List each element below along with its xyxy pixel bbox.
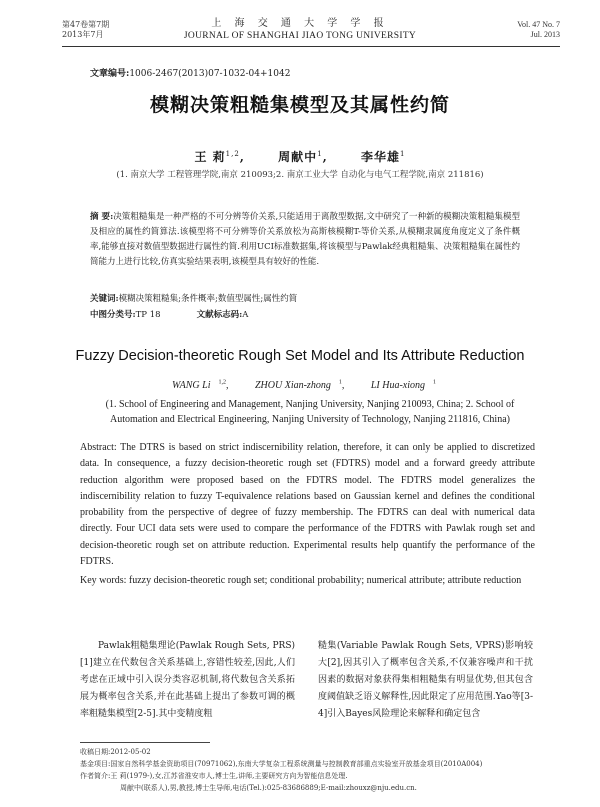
- footnote-received: 收稿日期:2012-05-02: [80, 748, 151, 756]
- affiliation-en: (1. School of Engineering and Management, Nanjing University, Nanjing 210093, China; 2. School of Automation and Electrical Engineering, Nanjing University of Technology, Nanjing 211816, China): [105, 399, 515, 425]
- article-number: [90, 66, 290, 79]
- paper-title-cn: 模糊决策粗糙集模型及其属性约简: [149, 94, 450, 116]
- abstract-en: [80, 440, 535, 570]
- keywords-cn: [90, 292, 520, 304]
- header-volume-cn: [62, 20, 109, 40]
- author-cn: 周献中$^1$,: [278, 150, 328, 164]
- footnote-contact: 周献中(联系人),男,教授,博士生导师,电话(Tel.):025-83686889;E-mail:zhouxz@nju.edu.cn.: [120, 784, 417, 792]
- author-list-en: [0, 380, 600, 391]
- header-volume-en-text: Vol. 47 No. 7: [517, 20, 560, 29]
- header-date-cn: 2013年7月: [62, 30, 104, 39]
- keywords-cn-label: 关键词:: [90, 294, 119, 304]
- clc-value: TP 18: [135, 310, 161, 320]
- body-paragraph: Pawlak粗糙集理论(Pawlak Rough Sets, PRS)[1]建立在代数包含关系基础上,容错性较差,因此,人们考虑在正域中引入误分类容忍机制,将代数包含关系拓展为概率包含关系,并在此基础上提出了参数可调的概率粗糙集模型[2-5].其中变精度粗: [80, 641, 295, 719]
- keywords-en-label: Key words:: [80, 575, 127, 586]
- affiliation-cn: (1. 南京大学 工程管理学院,南京 210093;2. 南京工业大学 自动化与电气工程学院,南京 211816): [116, 170, 484, 180]
- abstract-cn-label: 摘 要:: [90, 212, 114, 222]
- body-paragraph: 糙集(Variable Pawlak Rough Sets, VPRS)影响较大[2],因其引入了概率包含关系,不仅兼容噪声和干扰因素的数据对象获得集相粗糙集有明显优势,但其包含度阈值缺乏语义解释性,因此限定了应用范围.Yao等[3-4]引入Bayes风险理论来解释和确定包含: [318, 641, 533, 719]
- footnotes: [80, 746, 540, 794]
- header-volume-cn-text: 第47卷第7期: [62, 20, 110, 29]
- header-date-en: Jul. 2013: [530, 30, 560, 39]
- author-en: LI Hua-xiong $^1$: [370, 380, 436, 392]
- header-divider: [62, 46, 560, 47]
- abstract-en-text: The DTRS is based on strict indiscernibility relation, therefore, it can only be applied to discretized data. In consequence, a fuzzy decision-theoretic rough set (FDTRS) model and a forward greedy attribute reduction algorithm were proposed based on the FDTRS model. The FDTRS model generalizes the indiscernibility relation to fuzzy T-equivalence relations based on Gaussian kernel and defines the conditional probability from the perspective of degree of fuzzy membership. The FDTRS can deal with numerical data directly. Four UCI data sets were used to compare the performance of the FDTRS with Pawlak rough set and decision-theoretic rough set on attribute reduction. Experimental results help quantify the performance of the FDTRS.: [80, 442, 535, 568]
- keywords-en-text: fuzzy decision-theoretic rough set; conditional probability; numerical attribute; attribute reduction: [128, 575, 522, 586]
- author-cn: 李华雄$^1$: [361, 150, 406, 164]
- abstract-cn-text: 决策粗糙集是一种严格的不可分辨等价关系,只能适用于离散型数据,文中研究了一种新的模糊决策粗糙集模型及相应的属性约简算法.该模型将不可分辨等价关系放松为高斯核模糊T-等价关系,从模糊隶属度角度定义了条件概率,能够直接对数值型数据进行属性约简.利用UCI标准数据集,将该模型与Pawlak经典粗糙集、决策粗糙集在属性约简能力上进行比较,仿真实验结果表明,该模型具有较好的性能.: [90, 212, 520, 267]
- author-en: WANG Li $^{1,2}$,: [172, 380, 229, 392]
- keywords-cn-text: 模糊决策粗糙集;条件概率;数值型属性;属性约简: [118, 294, 298, 304]
- paper-title-en: Fuzzy Decision-theoretic Rough Set Model and Its Attribute Reduction: [75, 348, 525, 364]
- clc-label: 中图分类号:: [90, 310, 136, 320]
- doc-code-value: A: [242, 310, 249, 320]
- footnote-divider: [80, 742, 210, 743]
- journal-title: [150, 18, 450, 42]
- footnote-fund: 基金项目:国家自然科学基金资助项目(70971062),东南大学复杂工程系统测量与控制教育部重点实验室开放基金项目(2010A004): [80, 760, 483, 768]
- keywords-en: [80, 573, 535, 589]
- author-en: ZHOU Xian-zhong $^1$,: [254, 380, 345, 392]
- journal-title-cn: 上 海 交 通 大 学 学 报: [211, 18, 389, 29]
- footnote-bio: 作者简介:王 莉(1979-),女,江苏省淮安市人,博士生,讲师,主要研究方向为智能信息处理.: [80, 772, 348, 780]
- author-list-cn: [0, 148, 600, 165]
- header-volume-en: [517, 20, 560, 40]
- abstract-cn: [90, 210, 520, 270]
- article-number-label: 文章编号:: [90, 69, 130, 79]
- author-cn: 王 莉$^{1,2}$,: [194, 150, 245, 164]
- body-column-left: [80, 638, 295, 723]
- article-number-value: 1006-2467(2013)07-1032-04+1042: [129, 69, 291, 79]
- abstract-en-label: Abstract:: [80, 442, 117, 453]
- doc-code-label: 文献标志码:: [196, 310, 243, 320]
- journal-title-en: JOURNAL OF SHANGHAI JIAO TONG UNIVERSITY: [183, 31, 417, 41]
- classification-cn: [90, 308, 520, 320]
- body-column-right: [318, 638, 533, 723]
